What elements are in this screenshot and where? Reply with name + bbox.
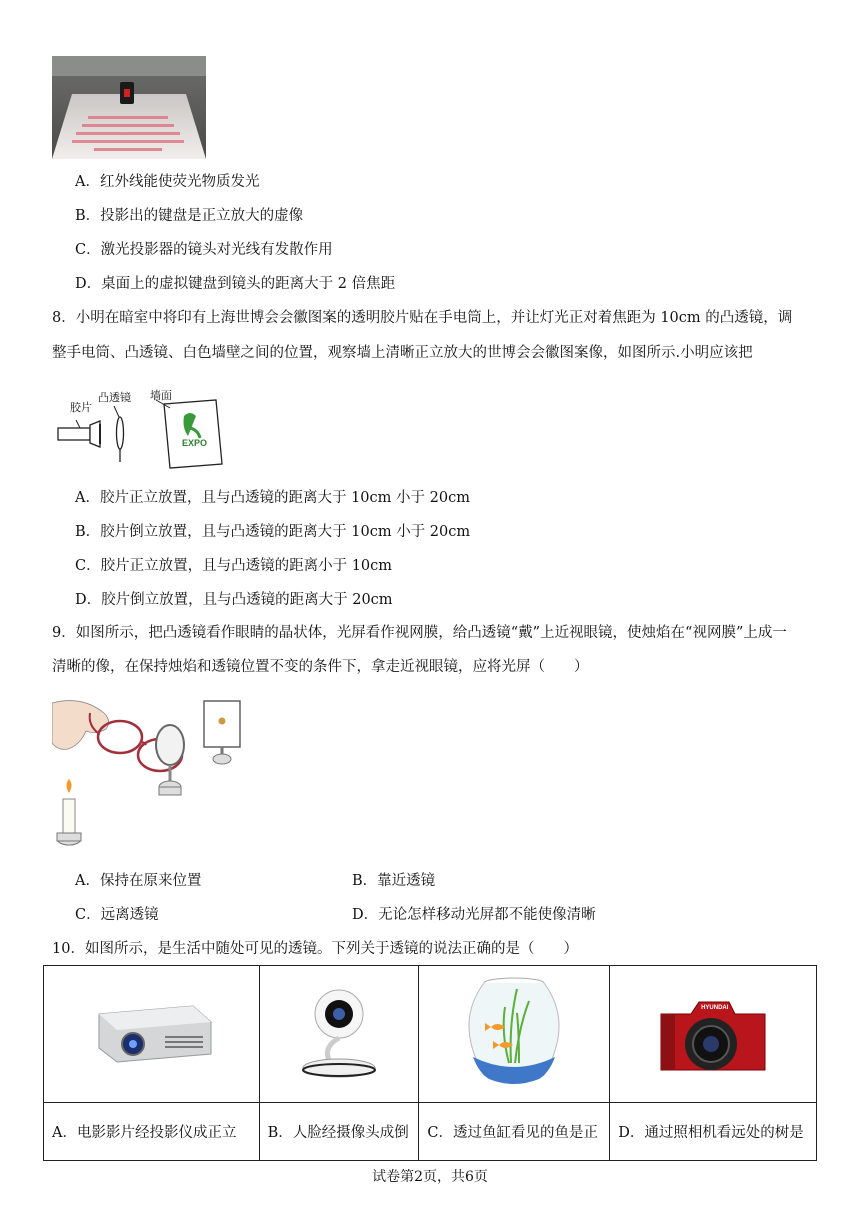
q9-stem-line2: 清晰的像，在保持烛焰和透镜位置不变的条件下，拿走近视眼镜，应将光屏（ ） [52, 659, 589, 675]
q10-option-a: A．电影影片经投影仪成正立 [44, 1103, 260, 1161]
page-footer: 试卷第2页，共6页 [372, 1169, 488, 1185]
laser-keyboard-photo [52, 56, 206, 159]
q10-stem: 10．如图所示，是生活中随处可见的透镜。下列关于透镜的说法正确的是（ ） [52, 941, 578, 957]
q8-option-d: D．胶片倒立放置，且与凸透镜的距离大于 20cm [75, 592, 393, 608]
q8-option-b: B．胶片倒立放置，且与凸透镜的距离大于 10cm 小于 20cm [75, 524, 471, 540]
q9-option-a: A．保持在原来位置 [75, 873, 202, 889]
camera-image [653, 984, 773, 1084]
q7-option-d: D．桌面上的虚拟键盘到镜头的距离大于 2 倍焦距 [75, 276, 396, 292]
wall-label: 墙面 [150, 389, 172, 402]
lens-label: 凸透镜 [98, 391, 131, 404]
q8-option-c: C．胶片正立放置，且与凸透镜的距离小于 10cm [75, 558, 393, 574]
projector-image [81, 992, 221, 1072]
camera-brand: HYUNDAI [701, 1005, 729, 1011]
q8-stem-line2: 整手电筒、凸透镜、白色墙壁之间的位置，观察墙上清晰正立放大的世博会会徽图案像，如图所示.小明应该把 [52, 345, 753, 361]
webcam-cell [259, 966, 419, 1103]
q7-option-a: A．红外线能使荧光物质发光 [75, 174, 260, 190]
q7-option-c: C．激光投影器的镜头对光线有发散作用 [75, 242, 333, 258]
webcam-image [294, 982, 384, 1082]
q9-option-d: D．无论怎样移动光屏都不能使像清晰 [352, 907, 596, 923]
fishbowl-image [459, 975, 569, 1089]
q10-option-c: C．透过鱼缸看见的鱼是正 [419, 1103, 610, 1161]
q7-option-b: B．投影出的键盘是正立放大的虚像 [75, 208, 304, 224]
q9-stem-line1: 9．如图所示，把凸透镜看作眼睛的晶状体，光屏看作视网膜，给凸透镜“戴”上近视眼镜，使烛焰在“视网膜”上成一 [52, 625, 787, 641]
q9-figure [52, 693, 248, 855]
q8-figure [52, 388, 232, 474]
q8-stem-line1: 8．小明在暗室中将印有上海世博会会徽图案的透明胶片贴在手电筒上，并让灯光正对着焦距为 10cm 的凸透镜，调 [52, 310, 793, 326]
q9-option-b: B．靠近透镜 [352, 873, 436, 889]
camera-cell [610, 966, 817, 1103]
projector-cell [44, 966, 260, 1103]
q9-option-c: C．远离透镜 [75, 907, 159, 923]
lens-examples-table [43, 965, 817, 1161]
q10-option-b: B．人脸经摄像头成倒 [259, 1103, 419, 1161]
film-label: 胶片 [70, 401, 92, 414]
expo-logo-text: EXPO [182, 438, 208, 448]
q10-option-d: D．通过照相机看远处的树是 [610, 1103, 817, 1161]
q8-option-a: A．胶片正立放置，且与凸透镜的距离大于 10cm 小于 20cm [75, 490, 470, 506]
fishbowl-cell [419, 966, 610, 1103]
